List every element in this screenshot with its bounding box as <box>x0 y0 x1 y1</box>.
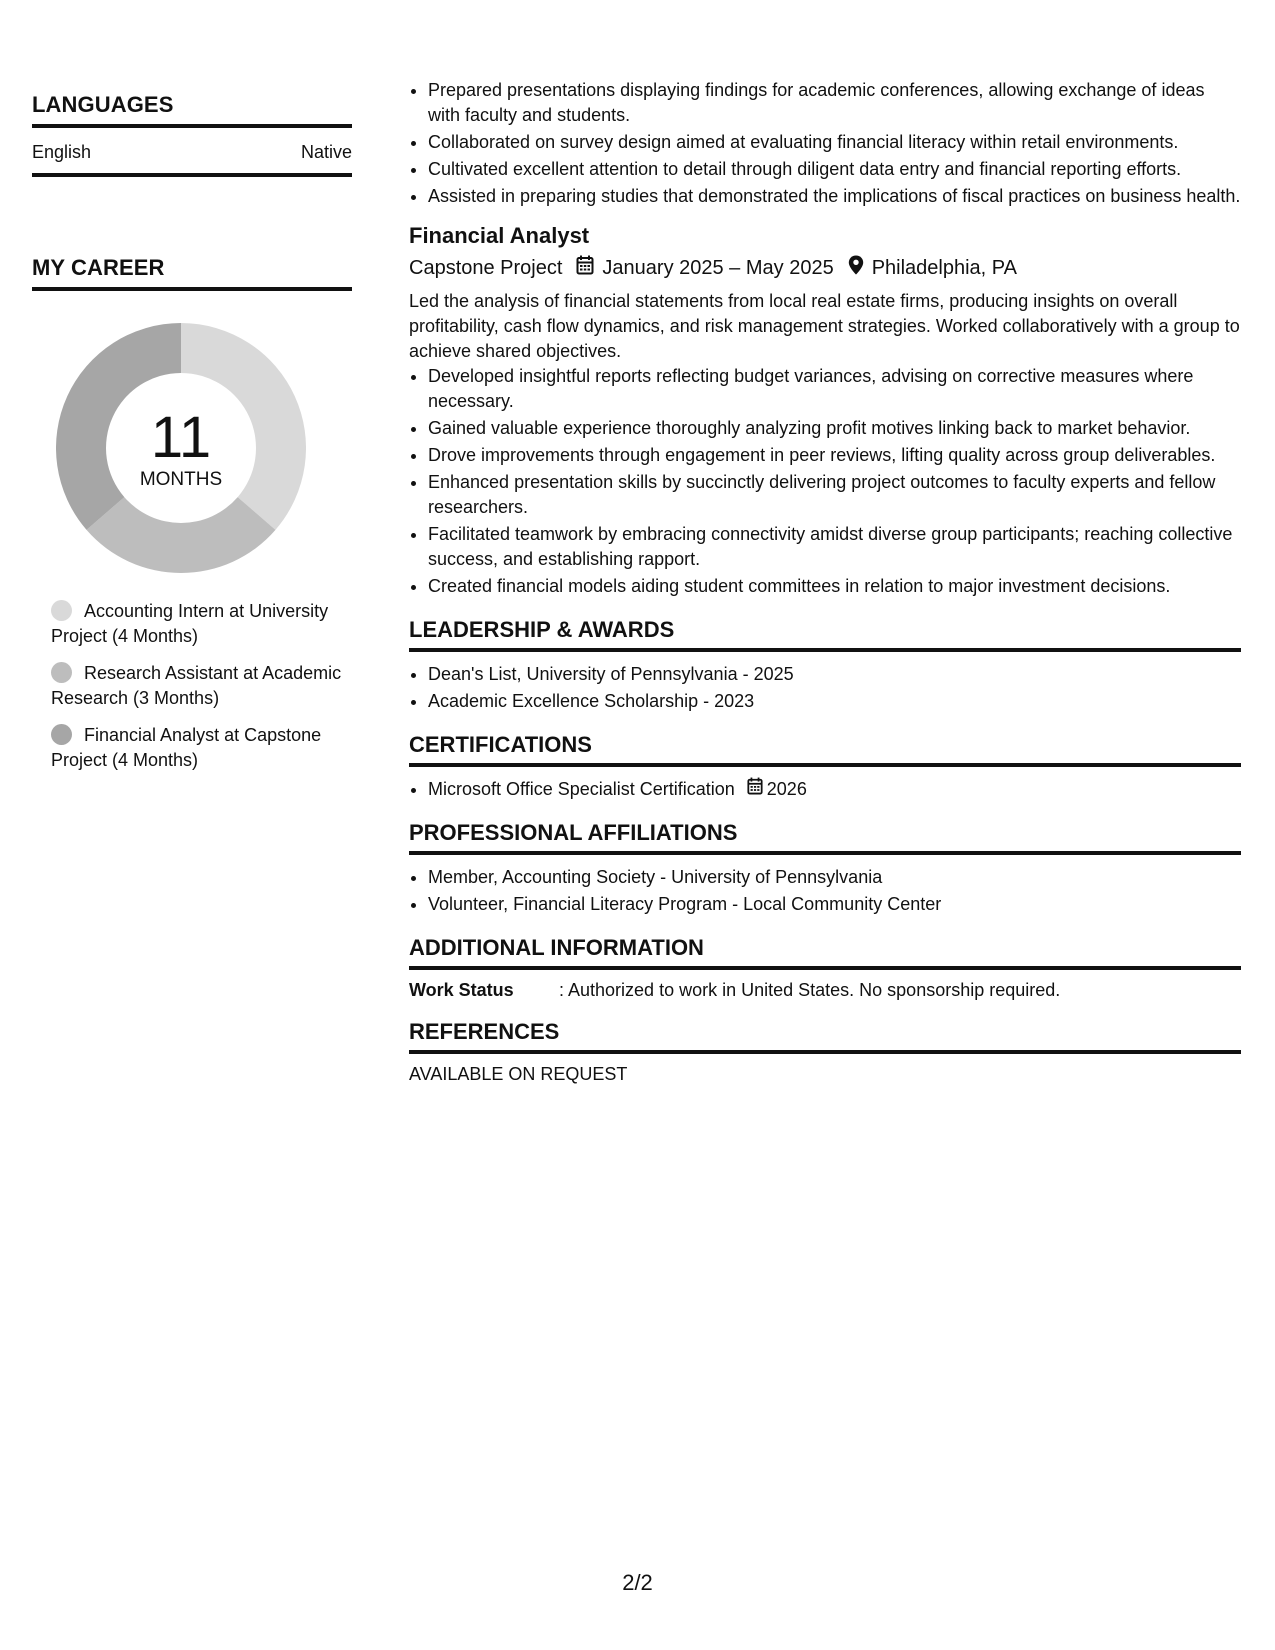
list-item: • Gained valuable experience thoroughly analyzing profit motives linking back to market behavior. <box>428 416 1241 441</box>
job-description: Led the analysis of financial statements from local real estate firms, producing insights on overall profitability, cash flow dynamics, and risk management strategies. Worked collaboratively with a group to achieve shared objectives. <box>409 291 1240 361</box>
job-title: Financial Analyst <box>409 223 590 248</box>
job-location: Philadelphia, PA <box>871 256 1017 279</box>
list-item: • Developed insightful reports reflecting budget variances, advising on corrective measures where necessary. <box>428 364 1241 414</box>
list-item: • Created financial models aiding student committees in relation to major investment decisions. <box>428 574 1241 599</box>
career-donut-chart <box>56 323 306 573</box>
work-status-key: Work Status <box>409 980 514 1000</box>
page-number: 2/2 <box>622 1570 653 1595</box>
certifications-heading: CERTIFICATIONS <box>409 732 1241 767</box>
list-item: • Collaborated on survey design aimed at evaluating financial literacy within retail environments. <box>428 130 1241 155</box>
job-company: Capstone Project <box>409 256 563 279</box>
leadership-list <box>409 662 1241 714</box>
list-item: • Facilitated teamwork by embracing connectivity amidst diverse group participants; reaching collective success, and establishing rapport. <box>428 522 1241 572</box>
references-heading: REFERENCES <box>409 1019 1241 1054</box>
donut-segment-1 <box>87 497 276 573</box>
affiliations-heading: PROFESSIONAL AFFILIATIONS <box>409 820 1241 855</box>
legend-dot <box>51 724 72 745</box>
career-legend <box>51 599 352 773</box>
language-level: Native <box>300 142 352 162</box>
certification-name: • Microsoft Office Specialist Certification <box>428 779 735 799</box>
legend-label: Financial Analyst at Capstone Project (4 Months) <box>51 725 322 770</box>
previous-job-bullets <box>409 78 1241 209</box>
list-item: • Drove improvements through engagement in peer reviews, lifting quality across group deliverables. <box>428 443 1241 468</box>
calendar-icon <box>747 777 763 802</box>
leadership-heading: LEADERSHIP & AWARDS <box>409 617 1241 652</box>
additional-info-heading: ADDITIONAL INFORMATION <box>409 935 1241 970</box>
language-name: English <box>32 142 92 162</box>
languages-heading: LANGUAGES <box>32 92 352 128</box>
legend-item <box>51 723 352 773</box>
list-item: • Enhanced presentation skills by succinctly delivering project outcomes to faculty experts and fellow researchers. <box>428 470 1241 520</box>
legend-item <box>51 599 352 649</box>
location-pin-icon <box>848 255 864 281</box>
certifications-list <box>409 777 1241 802</box>
certification-year: 2026 <box>766 779 807 799</box>
legend-dot <box>51 662 72 683</box>
list-item: • Cultivated excellent attention to detail through diligent data entry and financial reporting efforts. <box>428 157 1241 182</box>
list-item <box>428 777 1241 802</box>
job-bullets <box>409 364 1241 599</box>
list-item: • Prepared presentations displaying findings for academic conferences, allowing exchange of ideas with faculty and students. <box>428 78 1241 128</box>
list-item: • Assisted in preparing studies that demonstrated the implications of fiscal practices on business health. <box>428 184 1241 209</box>
left-column <box>32 92 352 785</box>
legend-label: Research Assistant at Academic Research (3 Months) <box>51 663 342 708</box>
list-item: • Member, Accounting Society - University of Pennsylvania <box>428 865 1241 890</box>
career-heading: MY CAREER <box>32 255 352 291</box>
certification-row <box>428 777 807 802</box>
list-item: • Volunteer, Financial Literacy Program - Local Community Center <box>428 892 1241 917</box>
list-item: • Dean's List, University of Pennsylvania - 2025 <box>428 662 1241 687</box>
job-meta <box>409 255 1241 281</box>
right-column <box>409 78 1241 1085</box>
calendar-icon <box>576 255 594 281</box>
career-total-months: 11 <box>150 405 212 470</box>
affiliations-list <box>409 865 1241 917</box>
work-status-row <box>409 980 1241 1001</box>
legend-item <box>51 661 352 711</box>
job-dates: January 2025 – May 2025 <box>602 256 834 279</box>
legend-label: Accounting Intern at University Project (4 Months) <box>51 601 329 646</box>
list-item: • Academic Excellence Scholarship - 2023 <box>428 689 1241 714</box>
references-text: AVAILABLE ON REQUEST <box>409 1064 628 1084</box>
work-status-value: : Authorized to work in United States. No sponsorship required. <box>559 980 1061 1000</box>
language-row <box>32 128 352 177</box>
career-months-label: MONTHS <box>139 469 223 490</box>
legend-dot <box>51 600 72 621</box>
